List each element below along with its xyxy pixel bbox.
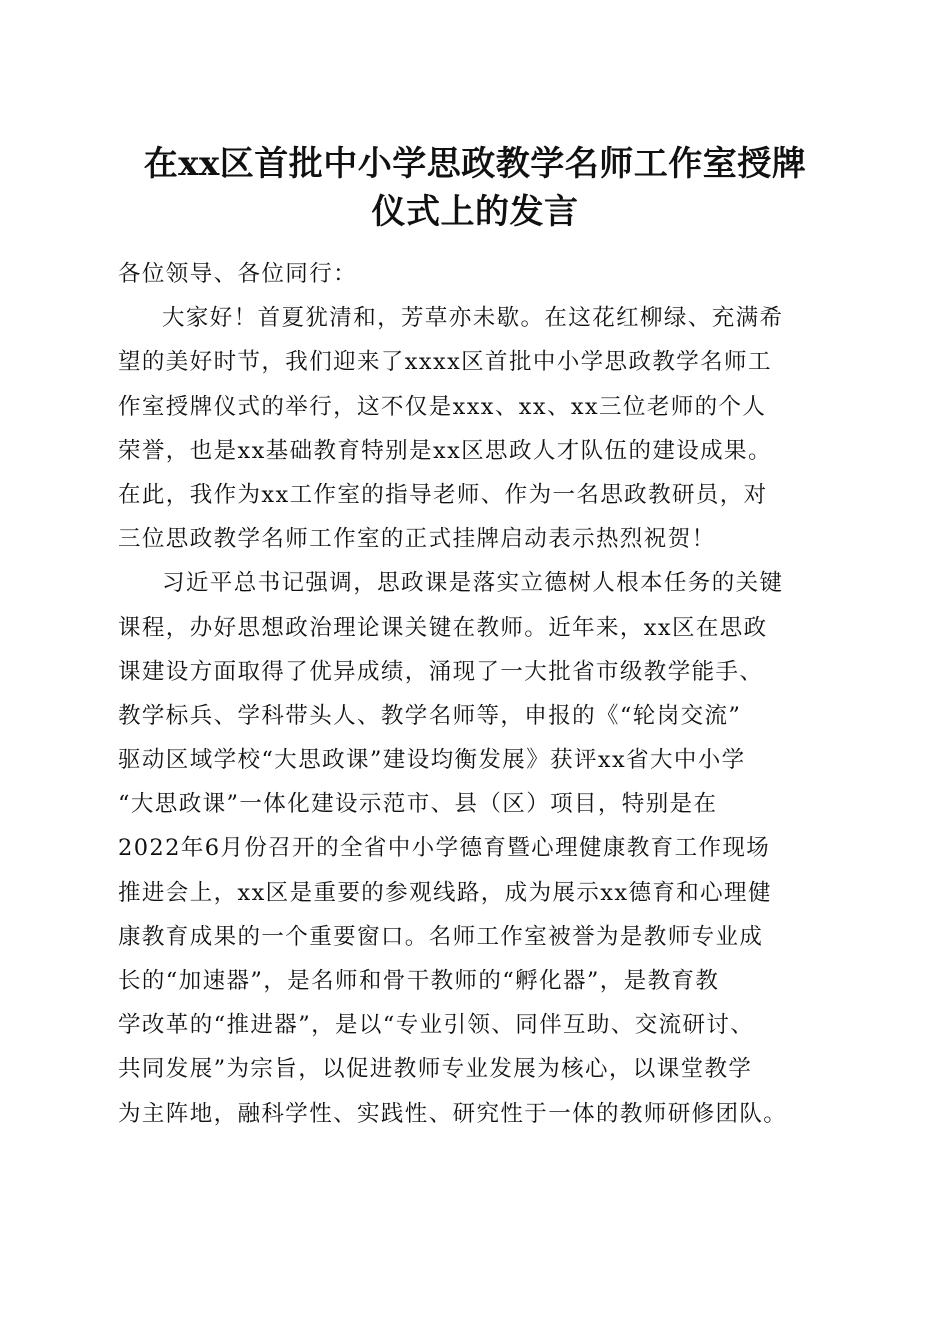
document-title bbox=[100, 140, 850, 236]
title-line-2: 仪式上的发言 bbox=[371, 192, 579, 232]
paragraph-2-line: 课程，办好思想政治理论课关键在教师。近年来，xx区在思政 bbox=[118, 614, 768, 641]
paragraph-2-line: “大思政课”一体化建设示范市、县（区）项目，特别是在 bbox=[118, 791, 718, 818]
title-line-1: 在xx区首批中小学思政教学名师工作室授牌 bbox=[143, 144, 807, 184]
paragraph-2-line: 推进会上，xx区是重要的参观线路，成为展示xx德育和心理健 bbox=[118, 879, 772, 906]
paragraph-1-line: 荣誉，也是xx基础教育特别是xx区思政人才队伍的建设成果。 bbox=[118, 437, 772, 464]
paragraph-1-line: 作室授牌仪式的举行，这不仅是xxx、xx、xx三位老师的个人 bbox=[118, 393, 767, 420]
paragraph-2-line: 课建设方面取得了优异成绩，涌现了一大批省市级教学能手、 bbox=[118, 658, 764, 685]
paragraph-2-line: 康教育成果的一个重要窗口。名师工作室被誉为是教师专业成 bbox=[118, 923, 764, 950]
paragraph-2-line: 教学标兵、学科带头人、教学名师等，申报的《“轮岗交流” bbox=[118, 702, 742, 729]
paragraph-2-line: 2022年6月份召开的全省中小学德育暨心理健康教育工作现场 bbox=[118, 835, 771, 862]
paragraph-2-line: 驱动区域学校“大思政课”建设均衡发展》获评xx省大中小学 bbox=[118, 747, 746, 774]
paragraph-2-line: 为主阵地，融科学性、实践性、研究性于一体的教师研修团队。 bbox=[118, 1100, 788, 1127]
paragraph-2-line: 共同发展”为宗旨，以促进教师专业发展为核心，以课堂教学 bbox=[118, 1056, 753, 1083]
paragraph-1-line: 三位思政教学名师工作室的正式挂牌启动表示热烈祝贺！ bbox=[118, 526, 716, 553]
paragraph-1-line: 望的美好时节，我们迎来了xxxx区首批中小学思政教学名师工 bbox=[118, 349, 772, 376]
paragraph-1-line: 大家好！首夏犹清和，芳草亦未歇。在这花红柳绿、充满希 bbox=[162, 305, 784, 332]
paragraph-2-line: 长的“加速器”，是名师和骨干教师的“孵化器”，是教育教 bbox=[118, 968, 720, 994]
salutation: 各位领导、各位同行： bbox=[118, 261, 358, 287]
paragraph-2-line: 习近平总书记强调，思政课是落实立德树人根本任务的关键 bbox=[162, 570, 784, 597]
paragraph-2-line: 学改革的“推进器”，是以“专业引领、同伴互助、交流研讨、 bbox=[118, 1012, 755, 1039]
paragraph-1-line: 在此，我作为xx工作室的指导老师、作为一名思政教研员，对 bbox=[118, 481, 768, 508]
document-body bbox=[118, 252, 838, 1136]
